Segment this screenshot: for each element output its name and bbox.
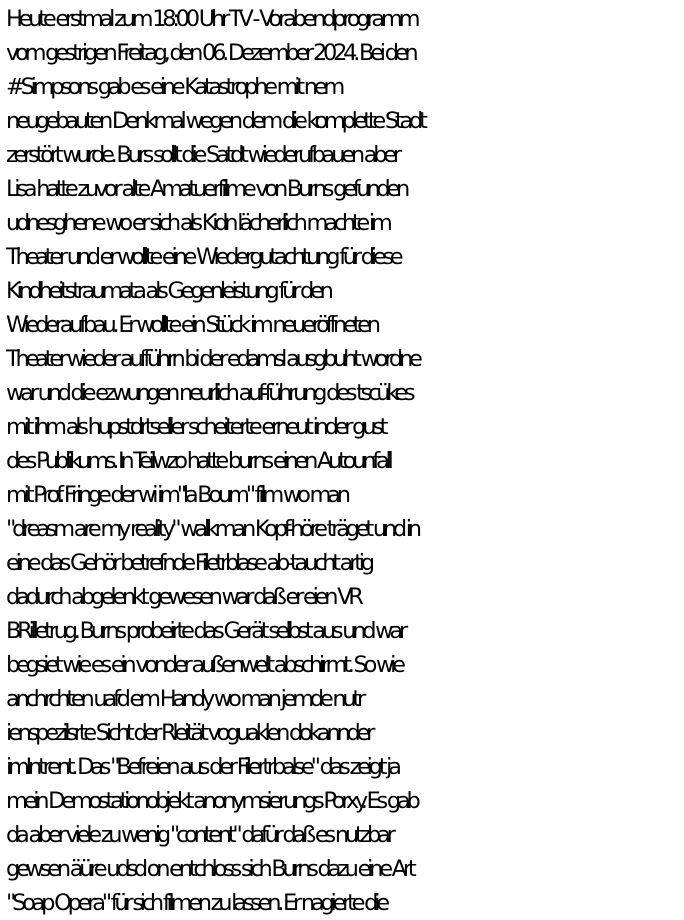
text-line: begsiet wie es ein vonder außenwelt abschirmt. So wie bbox=[6, 652, 402, 678]
text-line: vom gestrigen Freitag, den 06. Dezember 2024. Bei den bbox=[6, 40, 415, 66]
text-line: #Simpsons gab es eine Katastrophe mit nem bbox=[6, 74, 342, 100]
text-line: eine das Gehör betrefnde Filetrblase ab-taucht artig bbox=[6, 550, 371, 576]
text-line: udnesghene wo er sich als Kidn lächerlich machte im bbox=[6, 210, 389, 236]
text-line: zerstört wurde. Burs sollt die Satdt wiederufbauen aber bbox=[6, 142, 398, 168]
text-line: "dreasm are my reality" walkman Kopf-höre träget und in bbox=[6, 516, 418, 542]
text-line: mit ihm als hupstdrtseller scheiterte erneut inder gust bbox=[6, 414, 385, 440]
text-line: war und die ezwungen neurlich auf-führung des tscükes bbox=[6, 380, 412, 406]
text-line: des Publikums. In Teilwzo hatte burns einen Autounfall bbox=[6, 448, 390, 474]
text-line: dadurch abgelenkt gewesen war daß er eien VR bbox=[6, 584, 360, 610]
text-line: Kindheitstraumata als Gegenleistung für den bbox=[6, 278, 330, 304]
text-line: Heute erstmal zum 18:00 Uhr TV - Vorabendprogramm bbox=[6, 6, 417, 32]
text-line: anchrchten uafd em Handy wo man jemde nutr bbox=[6, 686, 362, 712]
text-line: BRilletrug. Burns probeirte das Gerät selbst aus und war bbox=[6, 618, 404, 644]
text-line: imIntrent. Das "Befreien aus der Filertrbalse" das zeigt ja bbox=[6, 754, 398, 780]
text-line: Theater und er wollte eine Wiedergutachtung für diese bbox=[6, 244, 400, 270]
text-line: "Soap Opera" für sich filmen zu lassen. Er nagierte die bbox=[6, 890, 386, 916]
text-line: mit Prof. Fringe der wi im"la Boum" film wo man bbox=[6, 482, 347, 508]
text-line: ienspezilsrte Sicht der Rleität voguaklen dokannder bbox=[6, 720, 372, 746]
text-line: Wiederaufbau. Er wollte ein Stück im neueröffneten bbox=[6, 312, 377, 338]
document-text bbox=[6, 2, 682, 920]
text-line: neugebauten Denkmal wegen dem die komplette Stadt bbox=[6, 108, 424, 134]
text-line: Theater wieder aufführn bi der edamsl ausgbuht wordne bbox=[6, 346, 419, 372]
text-line: mein Demostationobjekt anonymsierungs Porxy. Es gab bbox=[6, 788, 417, 814]
text-line: da aber viele zu wenig "content" dafür daß es nutzbar bbox=[6, 822, 392, 848]
text-line: Lisa hatte zuvor alte Amatuerfilme von Burns gefunden bbox=[6, 176, 407, 202]
text-line: gewsen äüre udsd on entchloss sich Burns dazu eine Art bbox=[6, 856, 413, 882]
